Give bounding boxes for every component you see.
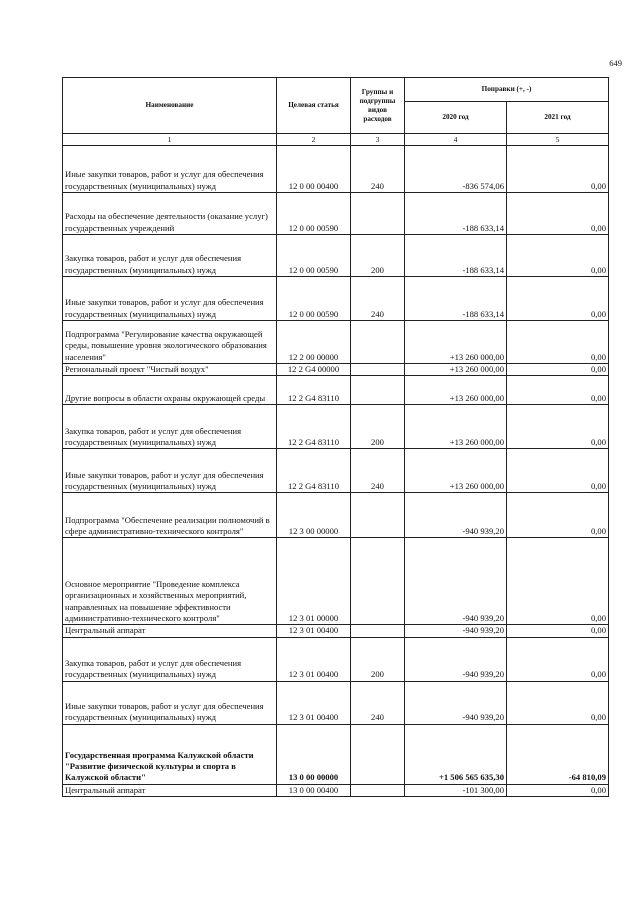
header-row	[63, 78, 609, 102]
row-group: 240	[351, 146, 405, 193]
column-number: 5	[507, 134, 609, 146]
table-row	[63, 376, 609, 405]
row-group: 240	[351, 449, 405, 493]
table-row	[63, 681, 609, 724]
header-target: Целевая статья	[277, 78, 351, 134]
row-name: Закупка товаров, работ и услуг для обеспечения государственных (муниципальных) нужд	[63, 405, 277, 449]
row-2021: 0,00	[507, 625, 609, 637]
table-row	[63, 321, 609, 364]
row-target: 12 3 01 00000	[277, 538, 351, 625]
row-2021: 0,00	[507, 277, 609, 321]
row-2021: -64 810,09	[507, 724, 609, 784]
row-name: Центральный аппарат	[63, 784, 277, 796]
row-group: 200	[351, 405, 405, 449]
column-number: 1	[63, 134, 277, 146]
row-2020: -101 300,00	[405, 784, 507, 796]
row-target: 12 0 00 00590	[277, 193, 351, 235]
row-2020: -940 939,20	[405, 538, 507, 625]
table-row	[63, 493, 609, 538]
row-group	[351, 784, 405, 796]
row-target: 12 0 00 00400	[277, 146, 351, 193]
row-2020: +13 260 000,00	[405, 376, 507, 405]
row-2020: -188 633,14	[405, 235, 507, 277]
column-number: 4	[405, 134, 507, 146]
header-name: Наименование	[63, 78, 277, 134]
row-group: 240	[351, 681, 405, 724]
row-group	[351, 321, 405, 364]
table-row	[63, 193, 609, 235]
page-number: 649	[609, 58, 622, 68]
row-group	[351, 193, 405, 235]
header-2020: 2020 год	[405, 102, 507, 134]
row-2021: 0,00	[507, 321, 609, 364]
row-group	[351, 376, 405, 405]
row-target: 12 3 01 00400	[277, 637, 351, 681]
row-target: 12 3 01 00400	[277, 625, 351, 637]
row-2021: 0,00	[507, 784, 609, 796]
row-2020: -940 939,20	[405, 637, 507, 681]
header-2021: 2021 год	[507, 102, 609, 134]
row-2021: 0,00	[507, 235, 609, 277]
table-row	[63, 625, 609, 637]
row-name: Основное мероприятие "Проведение комплекса организационных и хозяйственных мероприятий, направленных на повышение эффективности административно-технического контроля"	[63, 538, 277, 625]
row-name: Государственная программа Калужской области "Развитие физической культуры и спорта в Калужской области"	[63, 724, 277, 784]
row-2021: 0,00	[507, 364, 609, 376]
row-2020: -188 633,14	[405, 277, 507, 321]
row-2021: 0,00	[507, 376, 609, 405]
column-number-row	[63, 134, 609, 146]
row-group	[351, 364, 405, 376]
row-target: 12 3 01 00400	[277, 681, 351, 724]
table-row	[63, 784, 609, 796]
row-target: 13 0 00 00000	[277, 724, 351, 784]
row-target: 13 0 00 00400	[277, 784, 351, 796]
row-2021: 0,00	[507, 538, 609, 625]
row-target: 12 2 G4 83110	[277, 449, 351, 493]
row-2020: -836 574,06	[405, 146, 507, 193]
row-name: Подпрограмма "Обеспечение реализации полномочий в сфере административно-технического контроля"	[63, 493, 277, 538]
row-group	[351, 538, 405, 625]
table-row	[63, 277, 609, 321]
row-name: Подпрограмма "Регулирование качества окружающей среды, повышение уровня экологического образования населения"	[63, 321, 277, 364]
row-2021: 0,00	[507, 493, 609, 538]
table-row	[63, 724, 609, 784]
row-group	[351, 493, 405, 538]
row-2020: -940 939,20	[405, 493, 507, 538]
row-target: 12 2 G4 83110	[277, 376, 351, 405]
row-name: Иные закупки товаров, работ и услуг для обеспечения государственных (муниципальных) нужд	[63, 681, 277, 724]
row-2020: -188 633,14	[405, 193, 507, 235]
row-name: Расходы на обеспечение деятельности (оказание услуг) государственных учреждений	[63, 193, 277, 235]
table-row	[63, 405, 609, 449]
row-2021: 0,00	[507, 405, 609, 449]
column-number: 3	[351, 134, 405, 146]
row-group: 240	[351, 277, 405, 321]
row-2020: +13 260 000,00	[405, 405, 507, 449]
row-target: 12 0 00 00590	[277, 277, 351, 321]
row-2020: -940 939,20	[405, 625, 507, 637]
row-2020: +13 260 000,00	[405, 364, 507, 376]
row-2021: 0,00	[507, 146, 609, 193]
header-amendments: Поправки (+, -)	[405, 78, 609, 102]
row-target: 12 2 G4 83110	[277, 405, 351, 449]
table-row	[63, 146, 609, 193]
row-target: 12 0 00 00590	[277, 235, 351, 277]
row-name: Иные закупки товаров, работ и услуг для обеспечения государственных (муниципальных) нужд	[63, 449, 277, 493]
row-name: Иные закупки товаров, работ и услуг для обеспечения государственных (муниципальных) нужд	[63, 277, 277, 321]
row-name: Центральный аппарат	[63, 625, 277, 637]
row-group: 200	[351, 235, 405, 277]
row-2021: 0,00	[507, 193, 609, 235]
row-target: 12 3 00 00000	[277, 493, 351, 538]
row-2020: -940 939,20	[405, 681, 507, 724]
row-2020: +13 260 000,00	[405, 449, 507, 493]
header-groups: Группы и подгруппы видов расходов	[351, 78, 405, 134]
budget-amendments-table	[62, 77, 609, 797]
row-2020: +13 260 000,00	[405, 321, 507, 364]
table-row	[63, 235, 609, 277]
row-target: 12 2 G4 00000	[277, 364, 351, 376]
table-row	[63, 538, 609, 625]
table-row	[63, 449, 609, 493]
row-2021: 0,00	[507, 637, 609, 681]
column-number: 2	[277, 134, 351, 146]
row-group	[351, 625, 405, 637]
table-row	[63, 637, 609, 681]
row-group: 200	[351, 637, 405, 681]
row-2020: +1 506 565 635,30	[405, 724, 507, 784]
row-name: Региональный проект "Чистый воздух"	[63, 364, 277, 376]
row-name: Закупка товаров, работ и услуг для обеспечения государственных (муниципальных) нужд	[63, 235, 277, 277]
table-row	[63, 364, 609, 376]
row-2021: 0,00	[507, 449, 609, 493]
row-target: 12 2 00 00000	[277, 321, 351, 364]
row-2021: 0,00	[507, 681, 609, 724]
row-group	[351, 724, 405, 784]
row-name: Закупка товаров, работ и услуг для обеспечения государственных (муниципальных) нужд	[63, 637, 277, 681]
row-name: Иные закупки товаров, работ и услуг для обеспечения государственных (муниципальных) нужд	[63, 146, 277, 193]
row-name: Другие вопросы в области охраны окружающей среды	[63, 376, 277, 405]
